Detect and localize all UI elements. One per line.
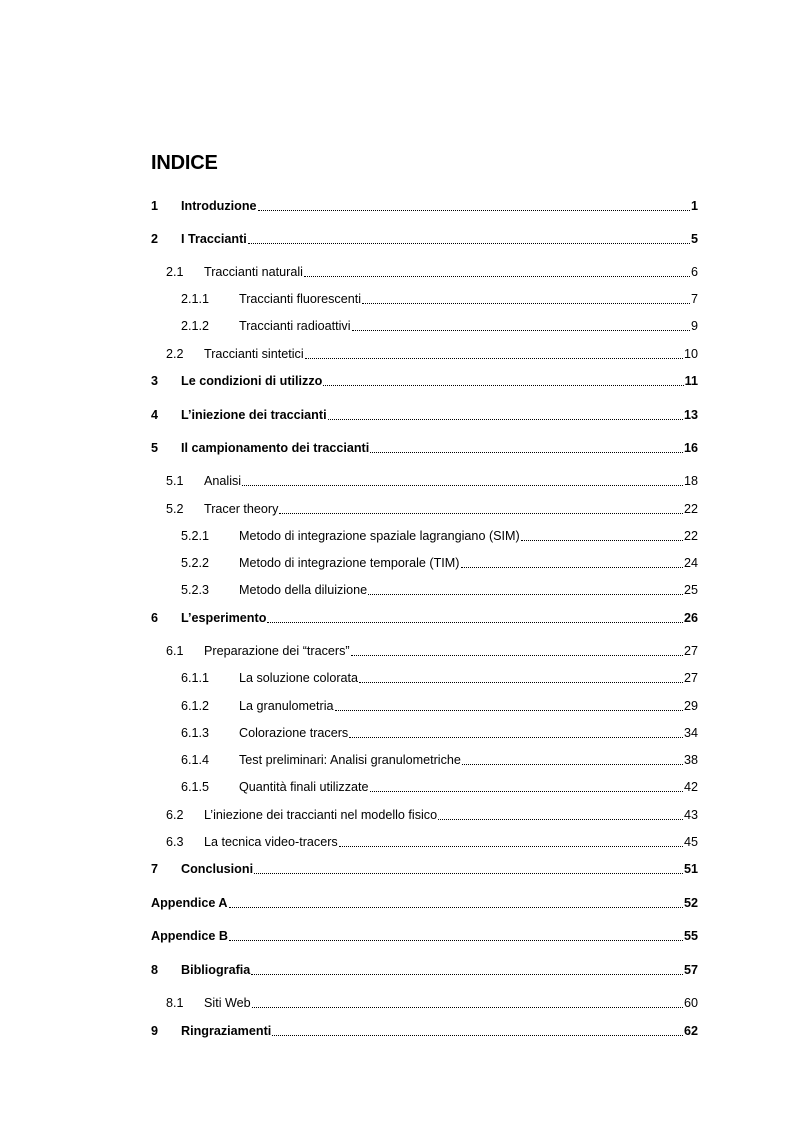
toc-label: La granulometria	[239, 699, 334, 713]
toc-label: I Traccianti	[181, 232, 247, 246]
toc-label: Ringraziamenti	[181, 1024, 272, 1038]
toc-page: 13	[683, 408, 698, 422]
toc-label: Metodo della diluizione	[239, 583, 368, 597]
toc-entry-5-2-1[interactable]	[151, 526, 698, 544]
toc-entry-4[interactable]	[151, 405, 698, 423]
toc-number: 6.1.2	[181, 699, 210, 713]
toc-number: 2	[151, 232, 159, 246]
toc-page: 9	[690, 319, 698, 333]
toc-label: Il campionamento dei traccianti	[181, 441, 370, 455]
toc-entry-6-1[interactable]	[151, 641, 698, 659]
dot-leader	[461, 561, 683, 568]
dot-leader	[248, 237, 690, 244]
toc-number: 3	[151, 374, 159, 388]
toc-number: 6	[151, 611, 159, 625]
toc-entry-6-1-3[interactable]	[151, 723, 698, 741]
toc-label: Preparazione dei “tracers”	[204, 644, 350, 658]
dot-leader	[305, 352, 683, 359]
dot-leader	[359, 676, 683, 683]
toc-page: 27	[683, 644, 698, 658]
toc-number: 6.1.5	[181, 780, 210, 794]
dot-leader	[351, 649, 683, 656]
toc-entry-6-1-2[interactable]	[151, 696, 698, 714]
toc-number: 5	[151, 441, 159, 455]
toc-entry-6-1-5[interactable]	[151, 777, 698, 795]
toc-entry-2-1[interactable]	[151, 262, 698, 280]
toc-page: 60	[683, 996, 698, 1010]
toc-label: Colorazione tracers	[239, 726, 349, 740]
toc-page: 55	[683, 929, 698, 943]
dot-leader	[251, 968, 683, 975]
toc-entry-2-1-1[interactable]	[151, 289, 698, 307]
toc-number: 6.3	[166, 835, 184, 849]
toc-page: 7	[690, 292, 698, 306]
dot-leader	[254, 867, 683, 874]
toc-entry-5-2[interactable]	[151, 499, 698, 517]
toc-page: 22	[683, 502, 698, 516]
toc-entry-5[interactable]	[151, 438, 698, 456]
toc-number: 8.1	[166, 996, 184, 1010]
toc-page: 10	[683, 347, 698, 361]
toc-entry-3[interactable]	[151, 371, 698, 389]
toc-number: 9	[151, 1024, 159, 1038]
toc-page: 38	[683, 753, 698, 767]
toc-label: Metodo di integrazione temporale (TIM)	[239, 556, 460, 570]
toc-page: 22	[683, 529, 698, 543]
toc-page: 26	[683, 611, 698, 625]
toc-page: 43	[683, 808, 698, 822]
toc-label: La tecnica video-tracers	[204, 835, 338, 849]
dot-leader	[252, 1001, 683, 1008]
toc-number: 7	[151, 862, 159, 876]
toc-page: 16	[683, 441, 698, 455]
dot-leader	[362, 297, 690, 304]
toc-entry-2-1-2[interactable]	[151, 316, 698, 334]
toc-label: Introduzione	[181, 199, 257, 213]
dot-leader	[462, 758, 683, 765]
toc-number: 5.2	[166, 502, 184, 516]
toc-label: L’esperimento	[181, 611, 267, 625]
dot-leader	[370, 785, 683, 792]
dot-leader	[267, 616, 683, 623]
toc-entry-9[interactable]	[151, 1021, 698, 1039]
toc-label: Test preliminari: Analisi granulometriche	[239, 753, 461, 767]
dot-leader	[368, 588, 683, 595]
toc-label: Siti Web	[204, 996, 251, 1010]
toc-number: 2.1.1	[181, 292, 210, 306]
toc-page: 45	[683, 835, 698, 849]
dot-leader	[272, 1029, 683, 1036]
toc-number: 6.2	[166, 808, 184, 822]
toc-number: 5.2.2	[181, 556, 210, 570]
dot-leader	[438, 813, 683, 820]
toc-label: La soluzione colorata	[239, 671, 359, 685]
dot-leader	[335, 704, 683, 711]
toc-entry-5-2-3[interactable]	[151, 580, 698, 598]
toc-page: 29	[683, 699, 698, 713]
toc-entry-6-1-1[interactable]	[151, 668, 698, 686]
toc-entry-5-2-2[interactable]	[151, 553, 698, 571]
page-title: INDICE	[151, 152, 218, 174]
dot-leader	[349, 731, 683, 738]
toc-label: Le condizioni di utilizzo	[181, 374, 323, 388]
toc-number: 4	[151, 408, 159, 422]
toc-label: Traccianti fluorescenti	[239, 292, 362, 306]
toc-number: 2.2	[166, 347, 184, 361]
toc-page: 5	[690, 232, 698, 246]
dot-leader	[242, 479, 683, 486]
toc-entry-7[interactable]	[151, 859, 698, 877]
toc-number: 5.2.3	[181, 583, 210, 597]
toc-number: 5.2.1	[181, 529, 210, 543]
toc-label: Quantità finali utilizzate	[239, 780, 369, 794]
toc-number: 5.1	[166, 474, 184, 488]
toc-number: 6.1.4	[181, 753, 210, 767]
toc-number: 6.1	[166, 644, 184, 658]
toc-page: 1	[690, 199, 698, 213]
toc-label: Traccianti naturali	[204, 265, 303, 279]
toc-label: Metodo di integrazione spaziale lagrangiano (SIM)	[239, 529, 520, 543]
toc-number: 2.1	[166, 265, 184, 279]
toc-label: Appendice B	[151, 929, 228, 943]
toc-number: 8	[151, 963, 159, 977]
dot-leader	[323, 379, 683, 386]
toc-page: 51	[683, 862, 698, 876]
dot-leader	[229, 901, 683, 908]
toc-entry-appendix-a[interactable]	[151, 893, 698, 911]
toc-label: Analisi	[204, 474, 242, 488]
toc-entry-6[interactable]	[151, 608, 698, 626]
toc-entry-5-1[interactable]	[151, 471, 698, 489]
dot-leader	[352, 324, 690, 331]
dot-leader	[279, 507, 683, 514]
toc-entry-2[interactable]	[151, 229, 698, 247]
toc-entry-6-1-4[interactable]	[151, 750, 698, 768]
toc-entry-appendix-b[interactable]	[151, 926, 698, 944]
toc-entry-8[interactable]	[151, 960, 698, 978]
dot-leader	[370, 446, 683, 453]
toc-page: 34	[683, 726, 698, 740]
toc-number: 1	[151, 199, 159, 213]
toc-entry-1[interactable]	[151, 196, 698, 214]
toc-label: L’iniezione dei traccianti	[181, 408, 327, 422]
toc-label: Appendice A	[151, 896, 228, 910]
toc-page: 24	[683, 556, 698, 570]
dot-leader	[258, 204, 690, 211]
toc-page: 18	[683, 474, 698, 488]
toc-entry-6-2[interactable]	[151, 805, 698, 823]
dot-leader	[328, 413, 683, 420]
toc-page: 6	[690, 265, 698, 279]
toc-label: Tracer theory	[204, 502, 279, 516]
dot-leader	[229, 934, 683, 941]
dot-leader	[521, 534, 683, 541]
toc-label: L’iniezione dei traccianti nel modello fisico	[204, 808, 438, 822]
toc-number: 2.1.2	[181, 319, 210, 333]
toc-page: 57	[683, 963, 698, 977]
toc-page: 11	[684, 374, 698, 388]
toc-label: Traccianti radioattivi	[239, 319, 351, 333]
toc-page: 42	[683, 780, 698, 794]
toc-label: Bibliografia	[181, 963, 251, 977]
dot-leader	[304, 270, 690, 277]
toc-page: 52	[683, 896, 698, 910]
toc-label: Conclusioni	[181, 862, 254, 876]
toc-page: 27	[683, 671, 698, 685]
toc-label: Traccianti sintetici	[204, 347, 304, 361]
toc-page: 25	[683, 583, 698, 597]
dot-leader	[339, 840, 683, 847]
toc-page: 62	[683, 1024, 698, 1038]
toc-entry-6-3[interactable]	[151, 832, 698, 850]
toc-entry-8-1[interactable]	[151, 993, 698, 1011]
toc-entry-2-2[interactable]	[151, 344, 698, 362]
toc-number: 6.1.1	[181, 671, 210, 685]
toc-number: 6.1.3	[181, 726, 210, 740]
